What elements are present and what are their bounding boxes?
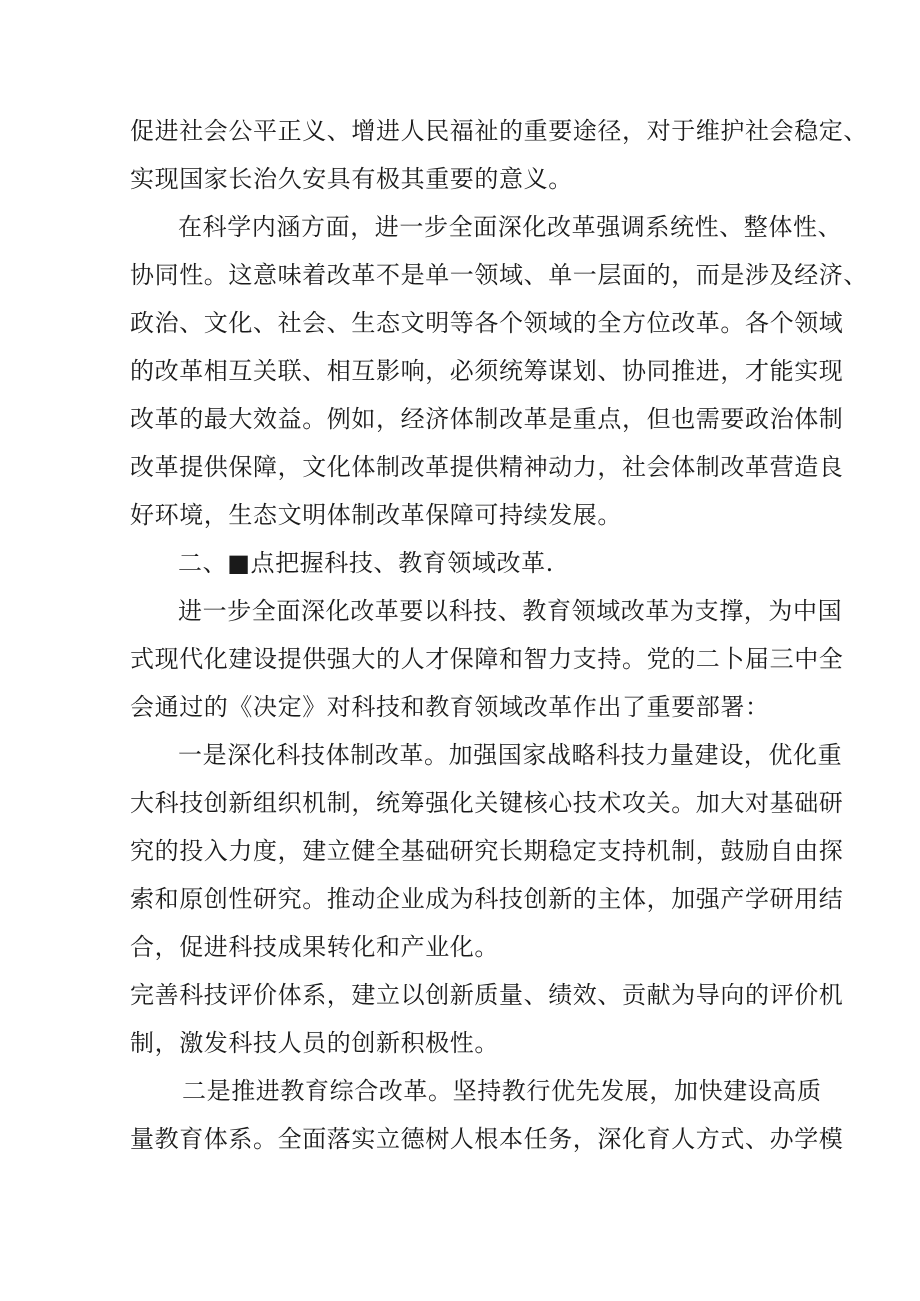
text-line: 式现代化建设提供强大的人才保障和智力支持。党的二卜届三中全 <box>130 645 844 673</box>
text-line: 大科技创新组织机制，统筹强化关键核心技术攻关。加大对基础研 <box>130 789 844 817</box>
text-line: 协同性。这意味着改革不是单一领域、单一层面的，而是涉及经济、 <box>130 261 868 289</box>
text-line: 在科学内涵方面，进一步全面深化改革强调系统性、整体性、 <box>178 213 843 241</box>
text-line: 改革提供保障，文化体制改革提供精神动力，社会体制改革营造良 <box>130 453 844 481</box>
section-heading: 二、■点把握科技、教育领域改革. <box>178 549 554 577</box>
text-line: 实现国家长治久安具有极其重要的意义。 <box>130 165 573 193</box>
text-line: 会通过的《决定》对科技和教育领域改革作出了重要部署： <box>130 693 770 721</box>
text-line: 究的投入力度，建立健全基础研究长期稳定支持机制，鼓励自由探 <box>130 837 844 865</box>
text-line: 一是深化科技体制改革。加强国家战略科技力量建设，优化重 <box>178 741 843 769</box>
text-line: 促进社会公平正义、增进人民福祉的重要途径，对于维护社会稳定、 <box>130 117 868 145</box>
text-line: 索和原创性研究。推动企业成为科技创新的主体，加强产学研用结 <box>130 885 844 913</box>
text-line: 合，促进科技成果转化和产业化。 <box>130 933 499 961</box>
text-line: 完善科技评价体系，建立以创新质量、绩效、贡献为导向的评价机 <box>130 981 844 1009</box>
text-line: 好环境，生态文明体制改革保障可持续发展。 <box>130 501 622 529</box>
text-line: 政治、文化、社会、生态文明等各个领域的全方位改革。各个领域 <box>130 309 844 337</box>
text-line: 二是推进教育综合改革。坚持教行优先发展，加快建设高质 <box>182 1077 822 1105</box>
text-line: 量教育体系。全面落实立德树人根本任务，深化育人方式、办学模 <box>130 1125 844 1153</box>
text-line: 改革的最大效益。例如，经济体制改革是重点，但也需要政治体制 <box>130 405 844 433</box>
text-line: 的改革相互关联、相互影响，必须统筹谋划、协同推进，才能实现 <box>130 357 844 385</box>
text-line: 制，激发科技人员的创新积极性。 <box>130 1029 499 1057</box>
text-line: 进一步全面深化改革要以科技、教育领域改革为支撑，为中国 <box>178 597 843 625</box>
